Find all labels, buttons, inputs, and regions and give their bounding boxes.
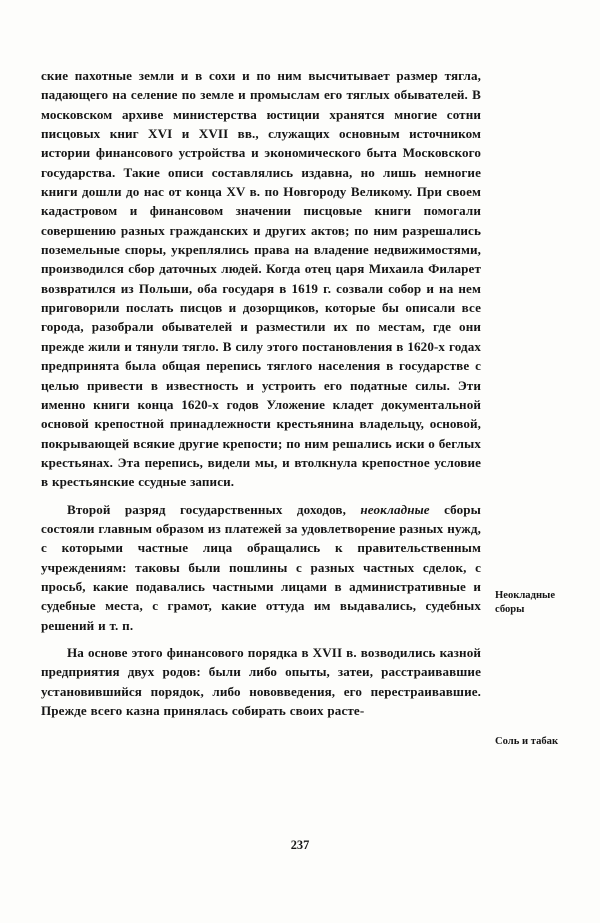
body-paragraph-1: ские пахотные земли и в сохи и по ним высчитывает размер тягла, падающего на селение по земле и промыслам его тяглых обывателей. В московском архиве министерства юстиции хранятся многие сотни писцовых книг XVI и XVII вв., служащих основным источником истории финансового устройства и экономического быта Московского государства. Такие описи составлялись издавна, но лишь немногие книги дошли до нас от конца XV в. по Новгороду Великому. При своем кадастровом и финансовом значении писцовые книги помогали совершению разных гражданских и других актов; по ним разрешались поземельные споры, укреплялись права на владение недвижимостями, производился сбор даточных людей. Когда отец царя Михаила Филарет возвратился из Польши, оба государя в 1619 г. созвали собор и на нем приговорили послать писцов и дозорщиков, которые бы описали все города, разобрали обывателей и разместили их по местам, где они прежде жили и тянули тягло. В силу этого постановления в 1620-х годах предпринята была общая перепись тяглого населения в государстве с целью привести в известность и устроить его податные силы. Эти именно книги конца 1620-х годов Уложение кладет документальной основой крепостной принадлежности крестьянина владельцу, основой, покрывающей всякие другие крепости; по ним решались иски о беглых крестьянах. Эта перепись, видели мы, и втолкнула крепостное условие в крестьянские ссудные записи.: [41, 68, 481, 490]
page-number: 237: [290, 838, 310, 852]
body-paragraph-2: [41, 500, 481, 635]
body-paragraph-3: На основе этого финансового порядка в XVII в. возводились казной предприятия двух родов: были либо опыты, затеи, расстраивавшие установившийся порядок, либо нововведения, его перестраивавшие. Прежде всего казна принялась собирать своих расте-: [41, 644, 481, 718]
margin-note-neokladnye-sbory: Неокладные сборы: [495, 590, 556, 616]
paragraph-2-run-2: сборы состояли главным образом из платежей за удовлетворение разных нужд, с которыми частные лица обращались к правительственным учреждениям: таковы были пошлины с разных частных сделок, с просьб, какие подавались частными лицами в административные и судебные места, с грамот, какие оттуда им выдавались, судебных решений и т. п.: [41, 501, 482, 633]
paragraph-2-run-1: Второй разряд государственных доходов,: [67, 501, 361, 517]
paragraph-2-emphasis: неокладные: [360, 501, 430, 517]
page-text-column: [41, 66, 481, 720]
margin-note-sol-i-tabak: Соль и табак: [495, 736, 559, 747]
